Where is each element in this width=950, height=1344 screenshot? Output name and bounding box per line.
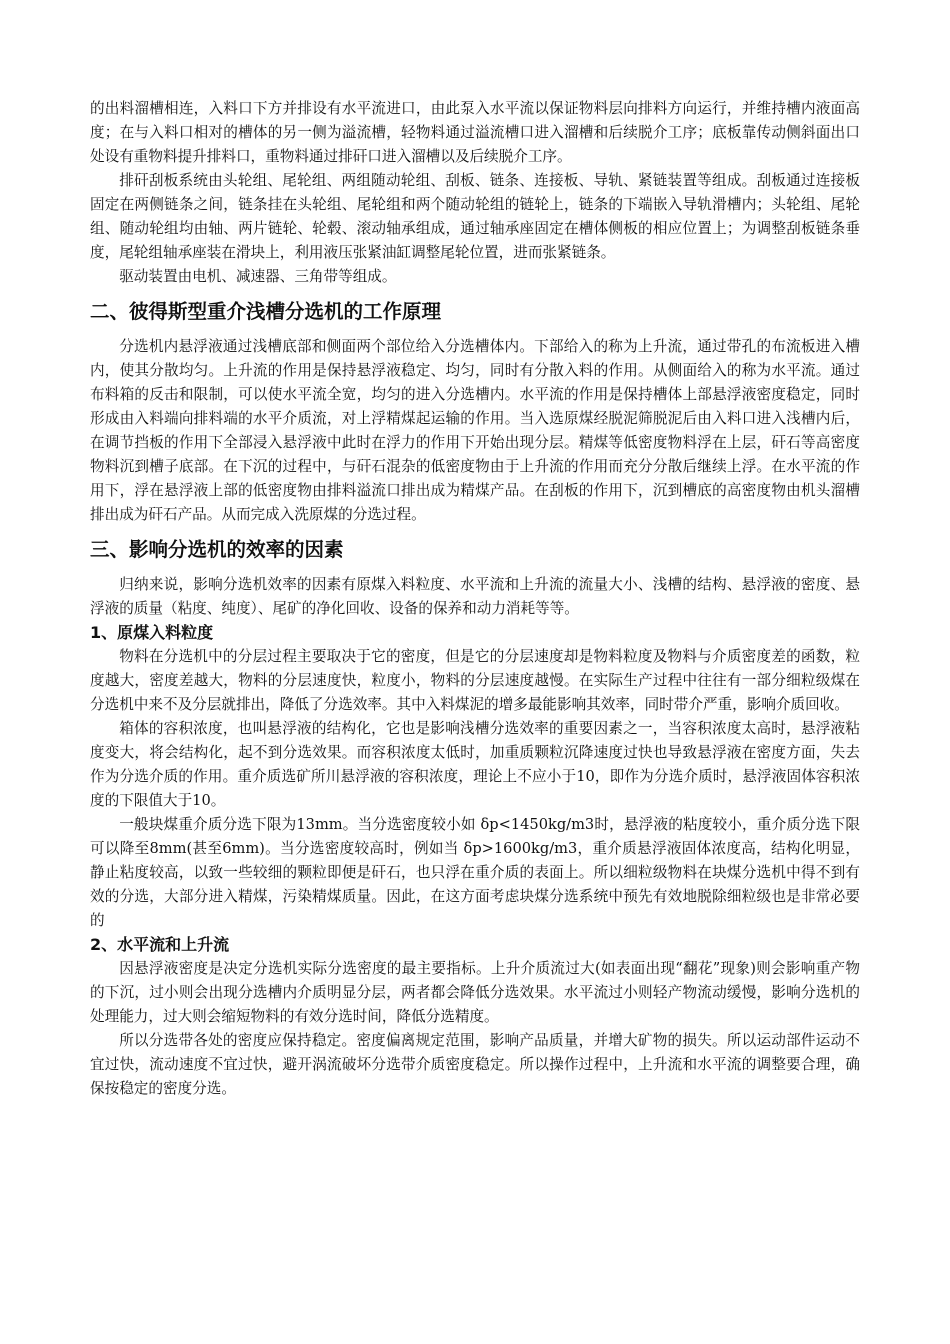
paragraph-particle-size-2: 箱体的容积浓度，也叫悬浮液的结构化，它也是影响浅槽分选效率的重要因素之一，当容积浓度太高时，悬浮液粘度变大，将会结构化，起不到分选效果。而容积浓度太低时，加重质颗粒沉降速度过快也导致悬浮液在密度方面，失去作为分选介质的作用。重介质选矿所川悬浮液的容积浓度，理论上不应小于10，即作为分选介质时，悬浮液固体容积浓度的下限值大于10。 [90,720,860,809]
paragraph-flows-2: 所以分选带各处的密度应保持稳定。密度偏离规定范围，影响产品质量，并增大矿物的损失。所以运动部件运动不宜过快，流动速度不宜过快，避开涡流破坏分选带介质密度稳定。所以操作过程中，上升流和水平流的调整要合理，确保按稳定的密度分选。 [90,1032,860,1097]
paragraph-factors-summary: 归纳来说，影响分选机效率的因素有原煤入料粒度、水平流和上升流的流量大小、浅槽的结构、悬浮液的密度、悬浮液的质量（粘度、纯度）、尾矿的净化回收、设备的保养和动力消耗等等。 [90,576,860,617]
section-heading-efficiency-factors: 三、影响分选机的效率的因素 [90,538,344,561]
paragraph-flows-1: 因悬浮液密度是决定分选机实际分选密度的最主要指标。上升介质流过大(如表面出现“翻花”现象)则会影响重产物的下沉，过小则会出现分选槽内介质明显分层，两者都会降低分选效果。水平流过小则轻产物流动缓慢，影响分选机的处理能力，过大则会缩短物料的有效分选时间，降低分选精度。 [90,960,860,1025]
section-heading-working-principle: 二、彼得斯型重介浅槽分选机的工作原理 [90,300,442,323]
subsection-heading-flows: 2、水平流和上升流 [90,935,230,954]
paragraph-particle-size-3: 一般块煤重介质分选下限为13mm。当分选密度较小如 δp<1450kg/m3时，悬浮液的粘度较小，重介质分选下限可以降至8mm(甚至6mm)。当分选密度较高时，例如当 δp>1600kg/m3，重介质悬浮液固体浓度高，结构化明显，静止粘度较高，以致一些较细的颗粒即便是矸石，也只浮在重介质的表面上。所以细粒级物料在块煤分选机中得不到有效的分选，大部分进入精煤，污染精煤质量。因此，在这方面考虑块煤分选系统中预先有效地脱除细粒级也是非常必要的 [90,816,860,929]
paragraph-working-principle: 分选机内悬浮液通过浅槽底部和侧面两个部位给入分选槽体内。下部给入的称为上升流，通过带孔的布流板进入槽内，使其分散均匀。上升流的作用是保持悬浮液稳定、均匀，同时有分散入料的作用。从侧面给入的称为水平流。通过布料箱的反击和限制，可以使水平流全宽，均匀的进入分选槽内。水平流的作用是保持槽体上部悬浮液密度稳定，同时形成由入料端向排料端的水平介质流，对上浮精煤起运输的作用。当入选原煤经脱泥筛脱泥后由入料口进入浅槽内后，在调节挡板的作用下全部浸入悬浮液中此时在浮力的作用下开始出现分层。精煤等低密度物料浮在上层，矸石等高密度物料沉到槽子底部。在下沉的过程中，与矸石混杂的低密度物由于上升流的作用而充分分散后继续上浮。在水平流的作用下，浮在悬浮液上部的低密度物由排料溢流口排出成为精煤产品。在刮板的作用下，沉到槽底的高密度物由机头溜槽排出成为矸石产品。从而完成入洗原煤的分选过程。 [90,338,860,523]
paragraph-continuation: 的出料溜槽相连，入料口下方并排设有水平流进口，由此泵入水平流以保证物料层向排料方向运行，并维持槽内液面高度；在与入料口相对的槽体的另一侧为溢流槽，轻物料通过溢流槽口进入溜槽和后续脱介工序；底板靠传动侧斜面出口处设有重物料提升排料口，重物料通过排矸口进入溜槽以及后续脱介工序。 [90,100,860,165]
paragraph-drive-unit: 驱动装置由电机、减速器、三角带等组成。 [119,268,397,285]
paragraph-scraper-system: 排矸刮板系统由头轮组、尾轮组、两组随动轮组、刮板、链条、连接板、导轨、紧链装置等组成。刮板通过连接板固定在两侧链条之间，链条挂在头轮组、尾轮组和两个随动轮组的链轮上，链条的下端嵌入导轨滑槽内；头轮组、尾轮组、随动轮组均由轴、两片链轮、轮毂、滚动轴承组成，通过轴承座固定在槽体侧板的相应位置上；为调整刮板链条垂度，尾轮组轴承座装在滑块上，利用液压张紧油缸调整尾轮位置，进而张紧链条。 [90,172,860,261]
paragraph-particle-size-1: 物料在分选机中的分层过程主要取决于它的密度，但是它的分层速度却是物料粒度及物料与介质密度差的函数，粒度越大，密度差越大，物料的分层速度快，粒度小，物料的分层速度越慢。在实际生产过程中往往有一部分细粒级煤在分选机中来不及分层就排出，降低了分选效率。其中入料煤泥的增多最能影响其效率，同时带介严重，影响介质回收。 [90,648,860,713]
subsection-heading-particle-size: 1、原煤入料粒度 [90,623,214,642]
